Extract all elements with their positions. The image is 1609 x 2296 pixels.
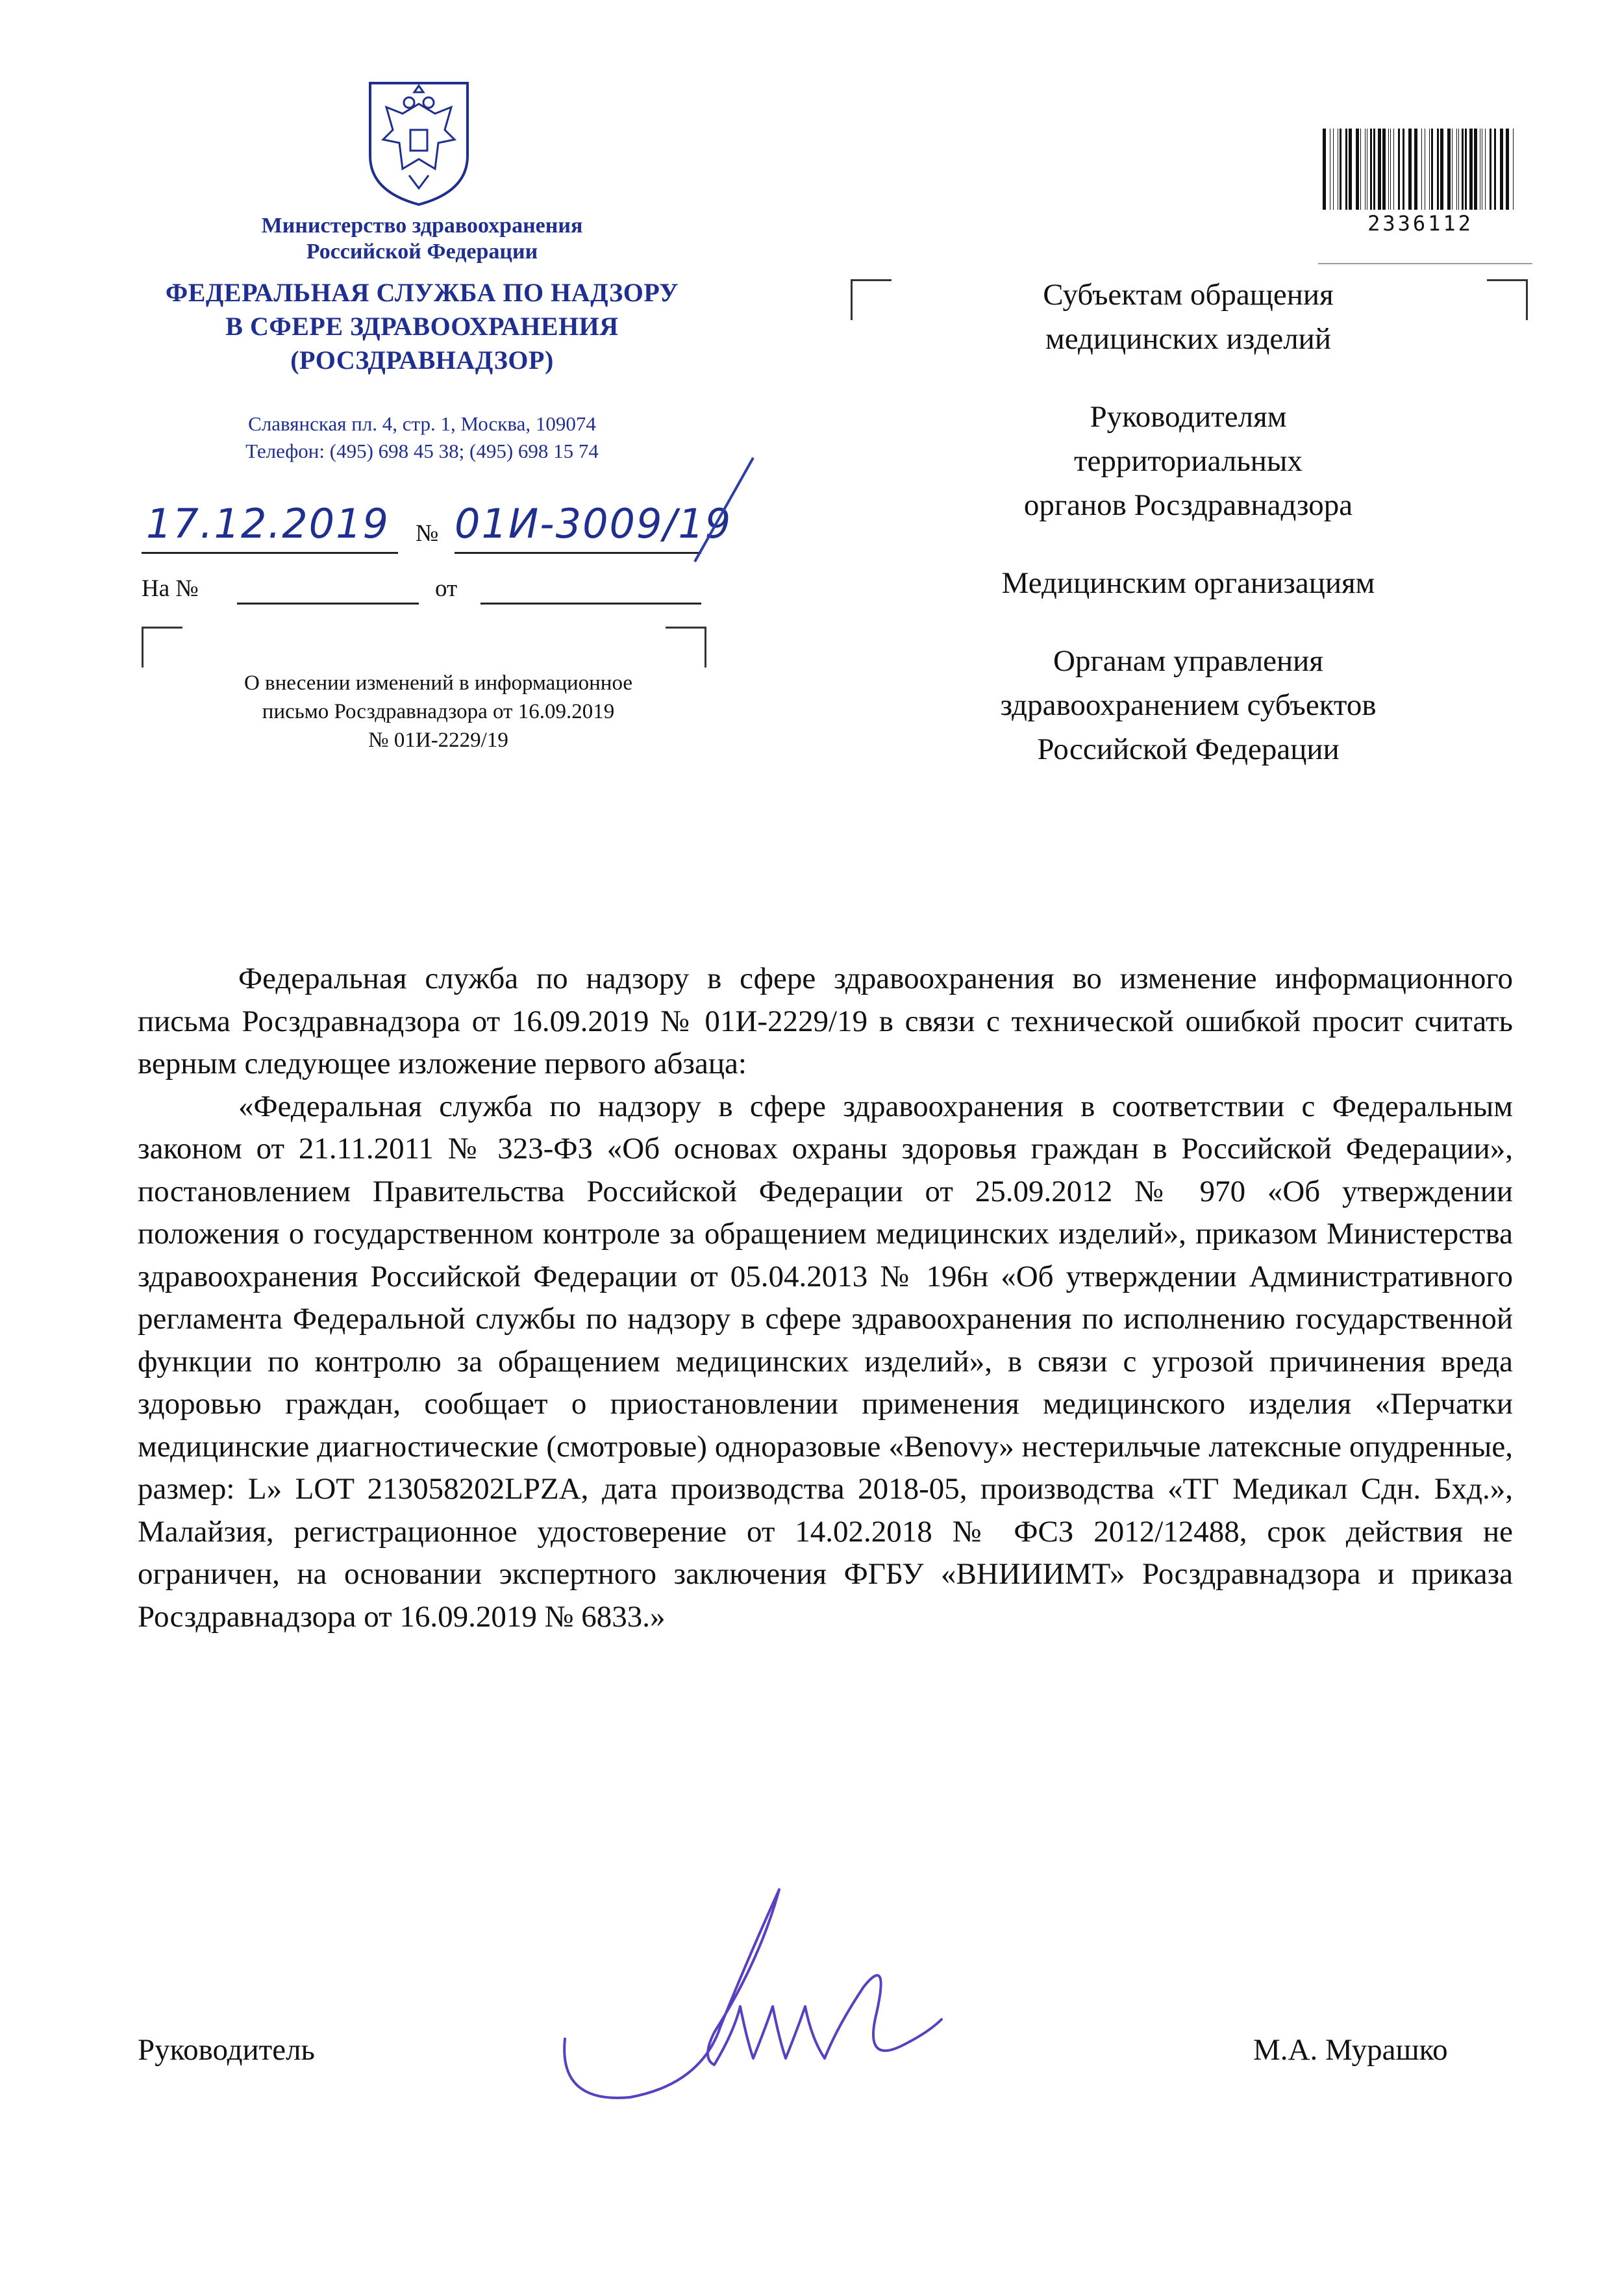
addressee-line: Субъектам обращения [1043, 278, 1334, 312]
letter-body [138, 958, 1513, 1638]
barcode-bar [1360, 129, 1361, 210]
barcode-bar [1437, 129, 1439, 210]
number-label: № [416, 520, 439, 547]
barcode-bar [1513, 129, 1514, 210]
body-paragraph: Федеральная служба по надзору в сфере здравоохранения во изменение информационного письма Росздравнадзора от 16.09.2019 № 01И-2229/19 в связи с технической ошибкой просит считать верным следующее изложение первого абзаца: [138, 962, 1513, 1080]
addressee-line: здравоохранением субъектов [1000, 688, 1377, 722]
barcode-bar [1500, 129, 1503, 210]
addressee-group [909, 561, 1467, 605]
addressee-group [909, 395, 1467, 527]
barcode-bar [1393, 129, 1394, 210]
addressee-line: территориальных [1073, 444, 1303, 478]
barcode-bar [1382, 129, 1386, 210]
barcode-bar [1388, 129, 1389, 210]
addressee-line: Российской Федерации [1037, 732, 1340, 766]
barcode-bar [1403, 129, 1404, 210]
subject-corner-right [666, 627, 706, 668]
barcode-bar [1408, 129, 1412, 210]
barcode-bar [1456, 129, 1457, 210]
barcode-bar [1494, 129, 1496, 210]
registration-date: 17.12.2019 [146, 500, 390, 547]
addressee-group [909, 273, 1467, 361]
letter-subject [153, 669, 724, 755]
barcode-bar [1333, 129, 1334, 210]
barcode-bar [1370, 129, 1372, 210]
handwritten-signature [552, 1870, 954, 2143]
number-underline [455, 552, 701, 554]
service-name [91, 276, 753, 377]
address-line: Славянская пл. 4, стр. 1, Москва, 109074 [248, 412, 596, 435]
addressee-group [909, 639, 1467, 771]
address-line: Телефон: (495) 698 45 38; (495) 698 15 74 [245, 440, 599, 462]
barcode-bar [1431, 129, 1433, 210]
barcode-bar [1345, 129, 1347, 210]
body-paragraph: «Федеральная служба по надзору в сфере здравоохранения в соответствии с Федеральным законом от 21.11.2011 № 323-ФЗ «Об основах охраны здоровья граждан в Российской Федерации», постановлением Правительства Российской Федерации от 25.09.2012 № 970 «Об утверждении положения о государственном контроле за обращением медицинских изделий», приказом Министерства здравоохранения Российской Федерации от 05.04.2013 № 196н «Об утверждении Административного регламента Федеральной службы по надзору в сфере здравоохранения по исполнению государственной функции по контролю за обращением медицинских изделий», в связи с угрозой причинения вреда здоровью граждан, сообщает о приостановлении применения медицинского изделия «Перчатки медицинские диагностические (смотровые) одноразовые «Benovy» нестерильчые латексные опудренные, размер: L» LOT 213058202LPZA, дата производства 2018-05, производства «ТГ Медикал Сдн. Бхд.», Малайзия, регистрационное удостоверение от 14.02.2018 № ФСЗ 2012/12488, срок действия не ограничен, на основании экспертного заключения ФГБУ «ВНИИИМТ» Росздравнадзора и приказа Росздравнадзора от 16.09.2019 № 6833.» [138, 1089, 1513, 1634]
barcode-rule [1318, 263, 1532, 264]
barcode-bar [1429, 129, 1430, 210]
reference-number-label: На № [142, 575, 199, 602]
addressee-corner-left [851, 279, 892, 320]
barcode-bar [1378, 129, 1381, 210]
barcode-bar [1458, 129, 1459, 210]
barcode-bar [1365, 129, 1366, 210]
barcode-bar [1465, 129, 1467, 210]
service-line: В СФЕРЕ ЗДРАВООХРАНЕНИЯ [225, 312, 619, 341]
reference-date-underline [480, 603, 701, 605]
signatory-role: Руководитель [138, 2033, 315, 2067]
subject-line: О внесении изменений в информационное [243, 671, 633, 695]
barcode-bar [1340, 129, 1341, 210]
reference-date-label: от [435, 575, 458, 602]
service-line: ФЕДЕРАЛЬНАЯ СЛУЖБА ПО НАДЗОРУ [165, 278, 679, 307]
barcode-bar [1414, 129, 1417, 210]
subject-line: № 01И-2229/19 [368, 729, 508, 752]
subject-corner-left [142, 627, 182, 668]
addressee-line: медицинских изделий [1045, 322, 1331, 356]
ministry-line: Российской Федерации [306, 240, 538, 264]
barcode-bar [1398, 129, 1400, 210]
addressee-block [909, 273, 1467, 805]
barcode-bar [1462, 129, 1464, 210]
barcode-bar [1452, 129, 1453, 210]
barcode-bar [1447, 129, 1451, 210]
barcode-bar [1440, 129, 1443, 210]
addressee-line: Руководителям [1090, 400, 1287, 434]
addressee-corner-right [1487, 279, 1528, 320]
barcode-bar [1349, 129, 1352, 210]
barcode-number: 2336112 [1367, 211, 1473, 236]
barcode-bar [1421, 129, 1422, 210]
ministry-line: Министерство здравоохранения [261, 214, 583, 238]
service-line: (РОСЗДРАВНАДЗОР) [290, 345, 554, 375]
signatory-name: М.А. Мурашко [1253, 2033, 1448, 2067]
barcode-bar [1469, 129, 1473, 210]
number-slash-stroke [682, 455, 760, 565]
barcode-bar [1390, 129, 1391, 210]
barcode-bar [1474, 129, 1477, 210]
reference-number-underline [237, 603, 419, 605]
addressee-line: органов Росздравнадзора [1023, 488, 1353, 522]
coat-of-arms-emblem [364, 78, 474, 208]
addressee-line: Медицинским организациям [1001, 566, 1375, 600]
barcode-bar [1356, 129, 1359, 210]
barcode-bar [1506, 129, 1509, 210]
barcode-bar [1485, 129, 1486, 210]
service-address [91, 410, 753, 465]
addressee-line: Органам управления [1053, 644, 1323, 678]
registration-number: 01И-3009/19 [455, 500, 732, 547]
barcode-bar [1323, 129, 1326, 210]
barcode [1321, 129, 1519, 213]
ministry-name [91, 213, 753, 265]
barcode-bar [1490, 129, 1491, 210]
barcode-bar [1373, 129, 1375, 210]
date-underline [142, 552, 398, 554]
subject-line: письмо Росздравнадзора от 16.09.2019 [262, 700, 615, 723]
